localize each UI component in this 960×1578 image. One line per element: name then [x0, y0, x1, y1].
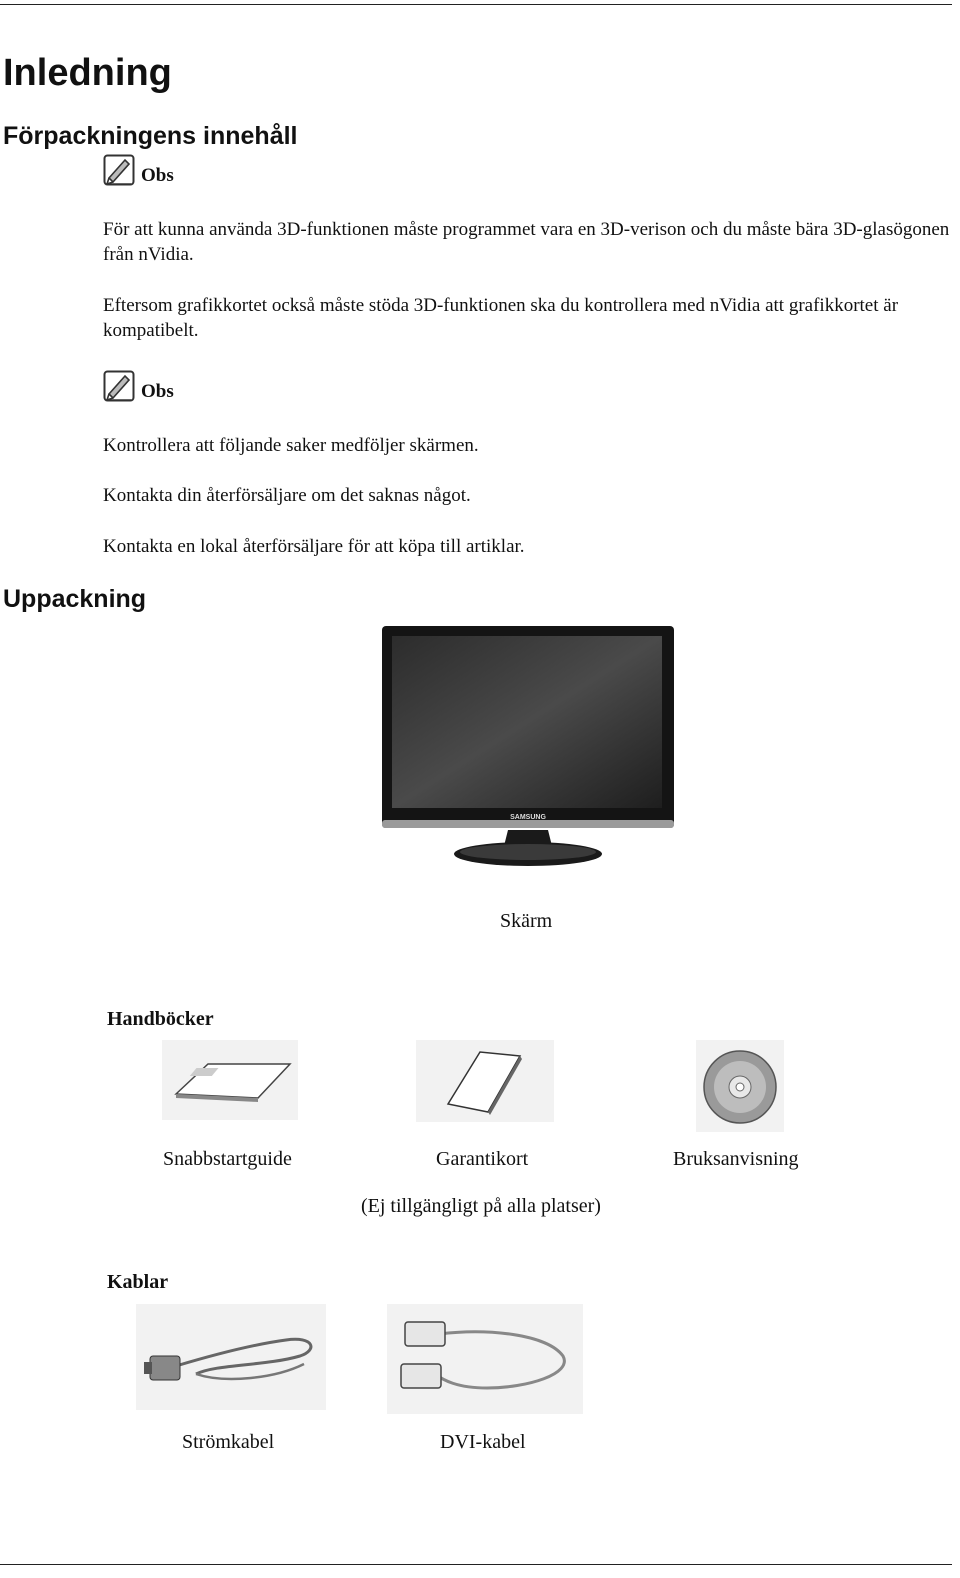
manuals-heading: Handböcker: [107, 1008, 214, 1030]
manual-caption: Garantikort: [436, 1148, 529, 1170]
power-cable-image: [136, 1304, 326, 1410]
monitor-image: [380, 624, 676, 870]
availability-footnote: (Ej tillgängligt på alla platser): [361, 1195, 601, 1217]
note-paragraph: Kontakta en lokal återförsäljare för att köpa till artiklar.: [103, 536, 525, 557]
section-heading-unpacking: Uppackning: [3, 585, 147, 613]
note-paragraph: För att kunna använda 3D-funktionen måste programmet vara en 3D-verison och du måste bära 3D-glasögonen från nVidia.: [103, 219, 950, 265]
cable-caption: DVI-kabel: [440, 1431, 526, 1453]
cd-image: [696, 1040, 784, 1132]
cable-caption: Strömkabel: [182, 1431, 275, 1453]
dvi-cable-image: [387, 1304, 583, 1414]
monitor-brand: SAMSUNG: [510, 814, 546, 821]
page-title: Inledning: [3, 52, 172, 94]
note-header: [103, 154, 174, 186]
manual-caption: Snabbstartguide: [163, 1148, 292, 1170]
top-rule: [0, 4, 952, 5]
bottom-rule: [0, 1564, 952, 1565]
warranty-card-image: [416, 1040, 554, 1122]
quick-start-guide-image: [162, 1040, 298, 1120]
note-paragraph: Kontakta din återförsäljare om det saknas något.: [103, 485, 471, 506]
note-header: [103, 370, 174, 402]
note-paragraph: Kontrollera att följande saker medföljer skärmen.: [103, 435, 479, 456]
manual-caption: Bruksanvisning: [673, 1148, 799, 1170]
section-heading-contents: Förpackningens innehåll: [3, 122, 298, 150]
cables-heading: Kablar: [107, 1271, 169, 1293]
note-label: Obs: [141, 165, 174, 186]
monitor-caption: Skärm: [500, 910, 553, 932]
note-pencil-icon: [103, 370, 135, 402]
note-label: Obs: [141, 381, 174, 402]
note-pencil-icon: [103, 154, 135, 186]
note-paragraph: Eftersom grafikkortet också måste stöda 3D-funktionen ska du kontrollera med nVidia att grafikkortet är kompatibelt.: [103, 295, 899, 341]
